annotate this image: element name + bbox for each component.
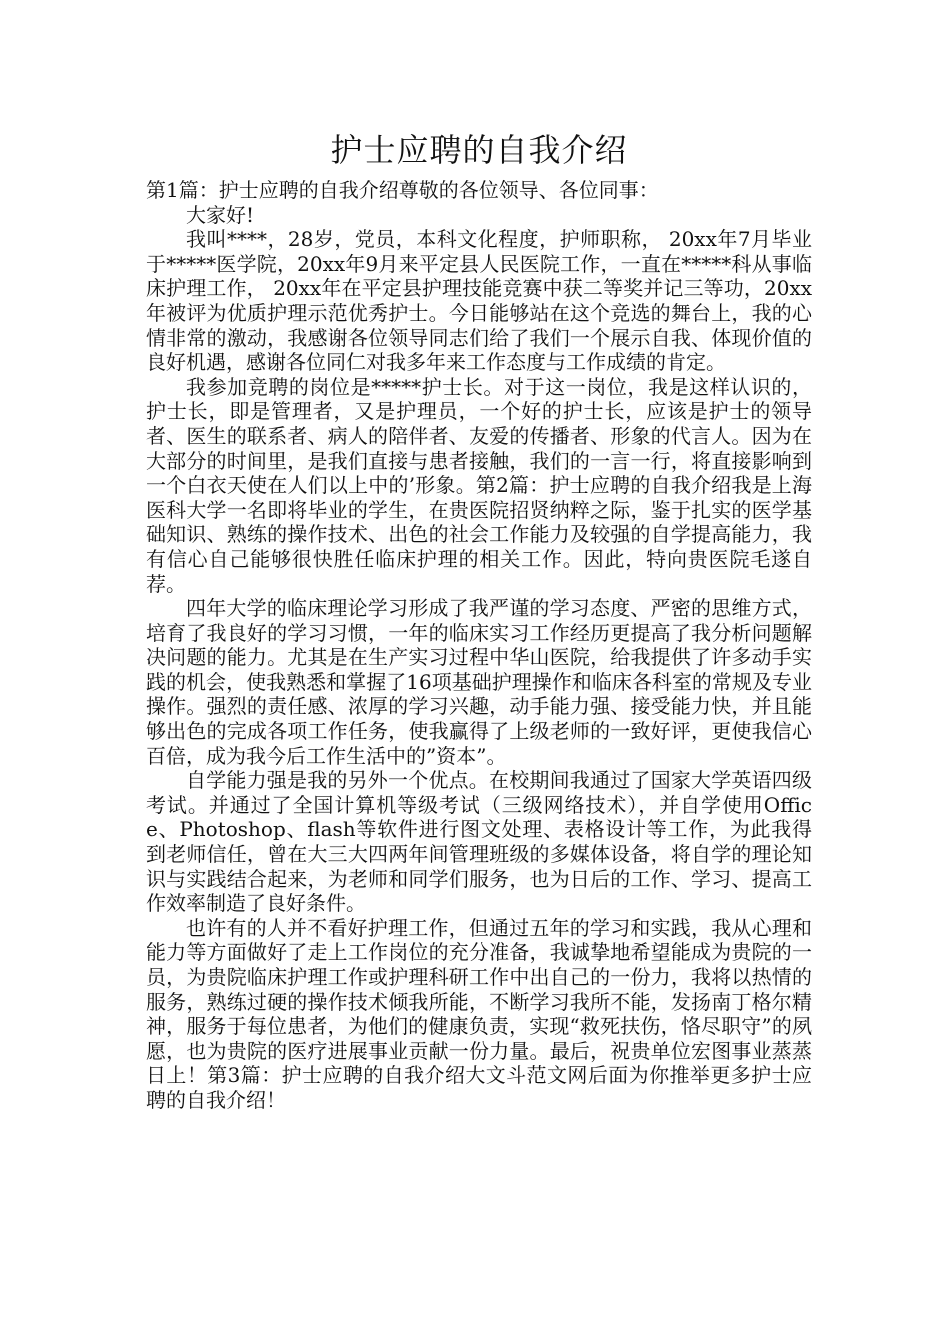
paragraph-greeting: 大家好! — [186, 202, 255, 227]
paragraph-self-intro: 我叫****，28岁，党员，本科文化程度，护师职称， 20xx年7月毕业于*****医学院，20xx年9月来平定县人民医院工作，一直在*****科从事临床护理工作， 20xx年在平定县护理技能竞赛中获二等奖并记三等功，20xx年被评为优质护理示范优秀护士。今日能够站在这个竞选的舞台上，我的心情非常的激动，我感谢各位领导同志们给了我们一个展示自我、体现价值的良好机遇，感谢各位同仁对我多年来工作态度与工作成绩的肯定。 — [146, 227, 812, 375]
paragraph-closing: 也许有的人并不看好护理工作，但通过五年的学习和实践，我从心理和能力等方面做好了走上工作岗位的充分准备，我诚挚地希望能成为贵院的一员，为贵院临床护理工作或护理科研工作中出自己的一份力，我将以热情的服务，熟练过硬的操作技术倾我所能，不断学习我所不能，发扬南丁格尔精神，服务于每位患者，为他们的健康负责，实现“救死扶伤，恪尽职守”的夙愿，也为贵院的医疗进展事业贡献一份力量。最后，祝贵单位宏图事业蒸蒸日上！第3篇：护士应聘的自我介绍大文斗范文网后面为你推举更多护士应聘的自我介绍！ — [146, 915, 812, 1112]
paragraph-intro-heading: 第1篇：护士应聘的自我介绍尊敬的各位领导、各位同事： — [146, 178, 659, 202]
document-page — [146, 126, 812, 1113]
document-title: 护士应聘的自我介绍 — [330, 131, 628, 169]
paragraph-self-learning: 自学能力强是我的另外一个优点。在校期间我通过了国家大学英语四级考试。并通过了全国计算机等级考试（三级网络技术），并自学使用Office、Photoshop、flash等软件进行图文处理、表格设计等工作，为此我得到老师信任，曾在大三大四两年间管理班级的多媒体设备，将自学的理论知识与实践结合起来，为老师和同学们服务，也为日后的工作、学习、提高工作效率制造了良好条件。 — [146, 768, 812, 916]
paragraph-position: 我参加竞聘的岗位是*****护士长。对于这一岗位，我是这样认识的，护士长，即是管理者，又是护理员，一个好的护士长，应该是护士的领导者、医生的联系者、病人的陪伴者、友爱的传播者、形象的代言人。因为在大部分的时间里，是我们直接与患者接触，我们的一言一行，将直接影响到一个白衣天使在人们以上中的’形象。第2篇：护士应聘的自我介绍我是上海医科大学一名即将毕业的学生，在贵医院招贤纳粹之际，鉴于扎实的医学基础知识、熟练的操作技术、出色的社会工作能力及较强的自学提高能力，我有信心自己能够很快胜任临床护理的相关工作。因此，特向贵医院毛遂自荐。 — [146, 374, 812, 596]
paragraph-study: 四年大学的临床理论学习形成了我严谨的学习态度、严密的思维方式，培育了我良好的学习习惯，一年的临床实习工作经历更提高了我分析问题解决问题的能力。尤其是在生产实习过程中华山医院，给我提供了许多动手实践的机会，使我熟悉和掌握了16项基础护理操作和临床各科室的常规及专业操作。强烈的责任感、浓厚的学习兴趣，动手能力强、接受能力快，并且能够出色的完成各项工作任务，使我赢得了上级老师的一致好评，更使我信心百倍，成为我今后工作生活中的”资本”。 — [146, 596, 812, 768]
